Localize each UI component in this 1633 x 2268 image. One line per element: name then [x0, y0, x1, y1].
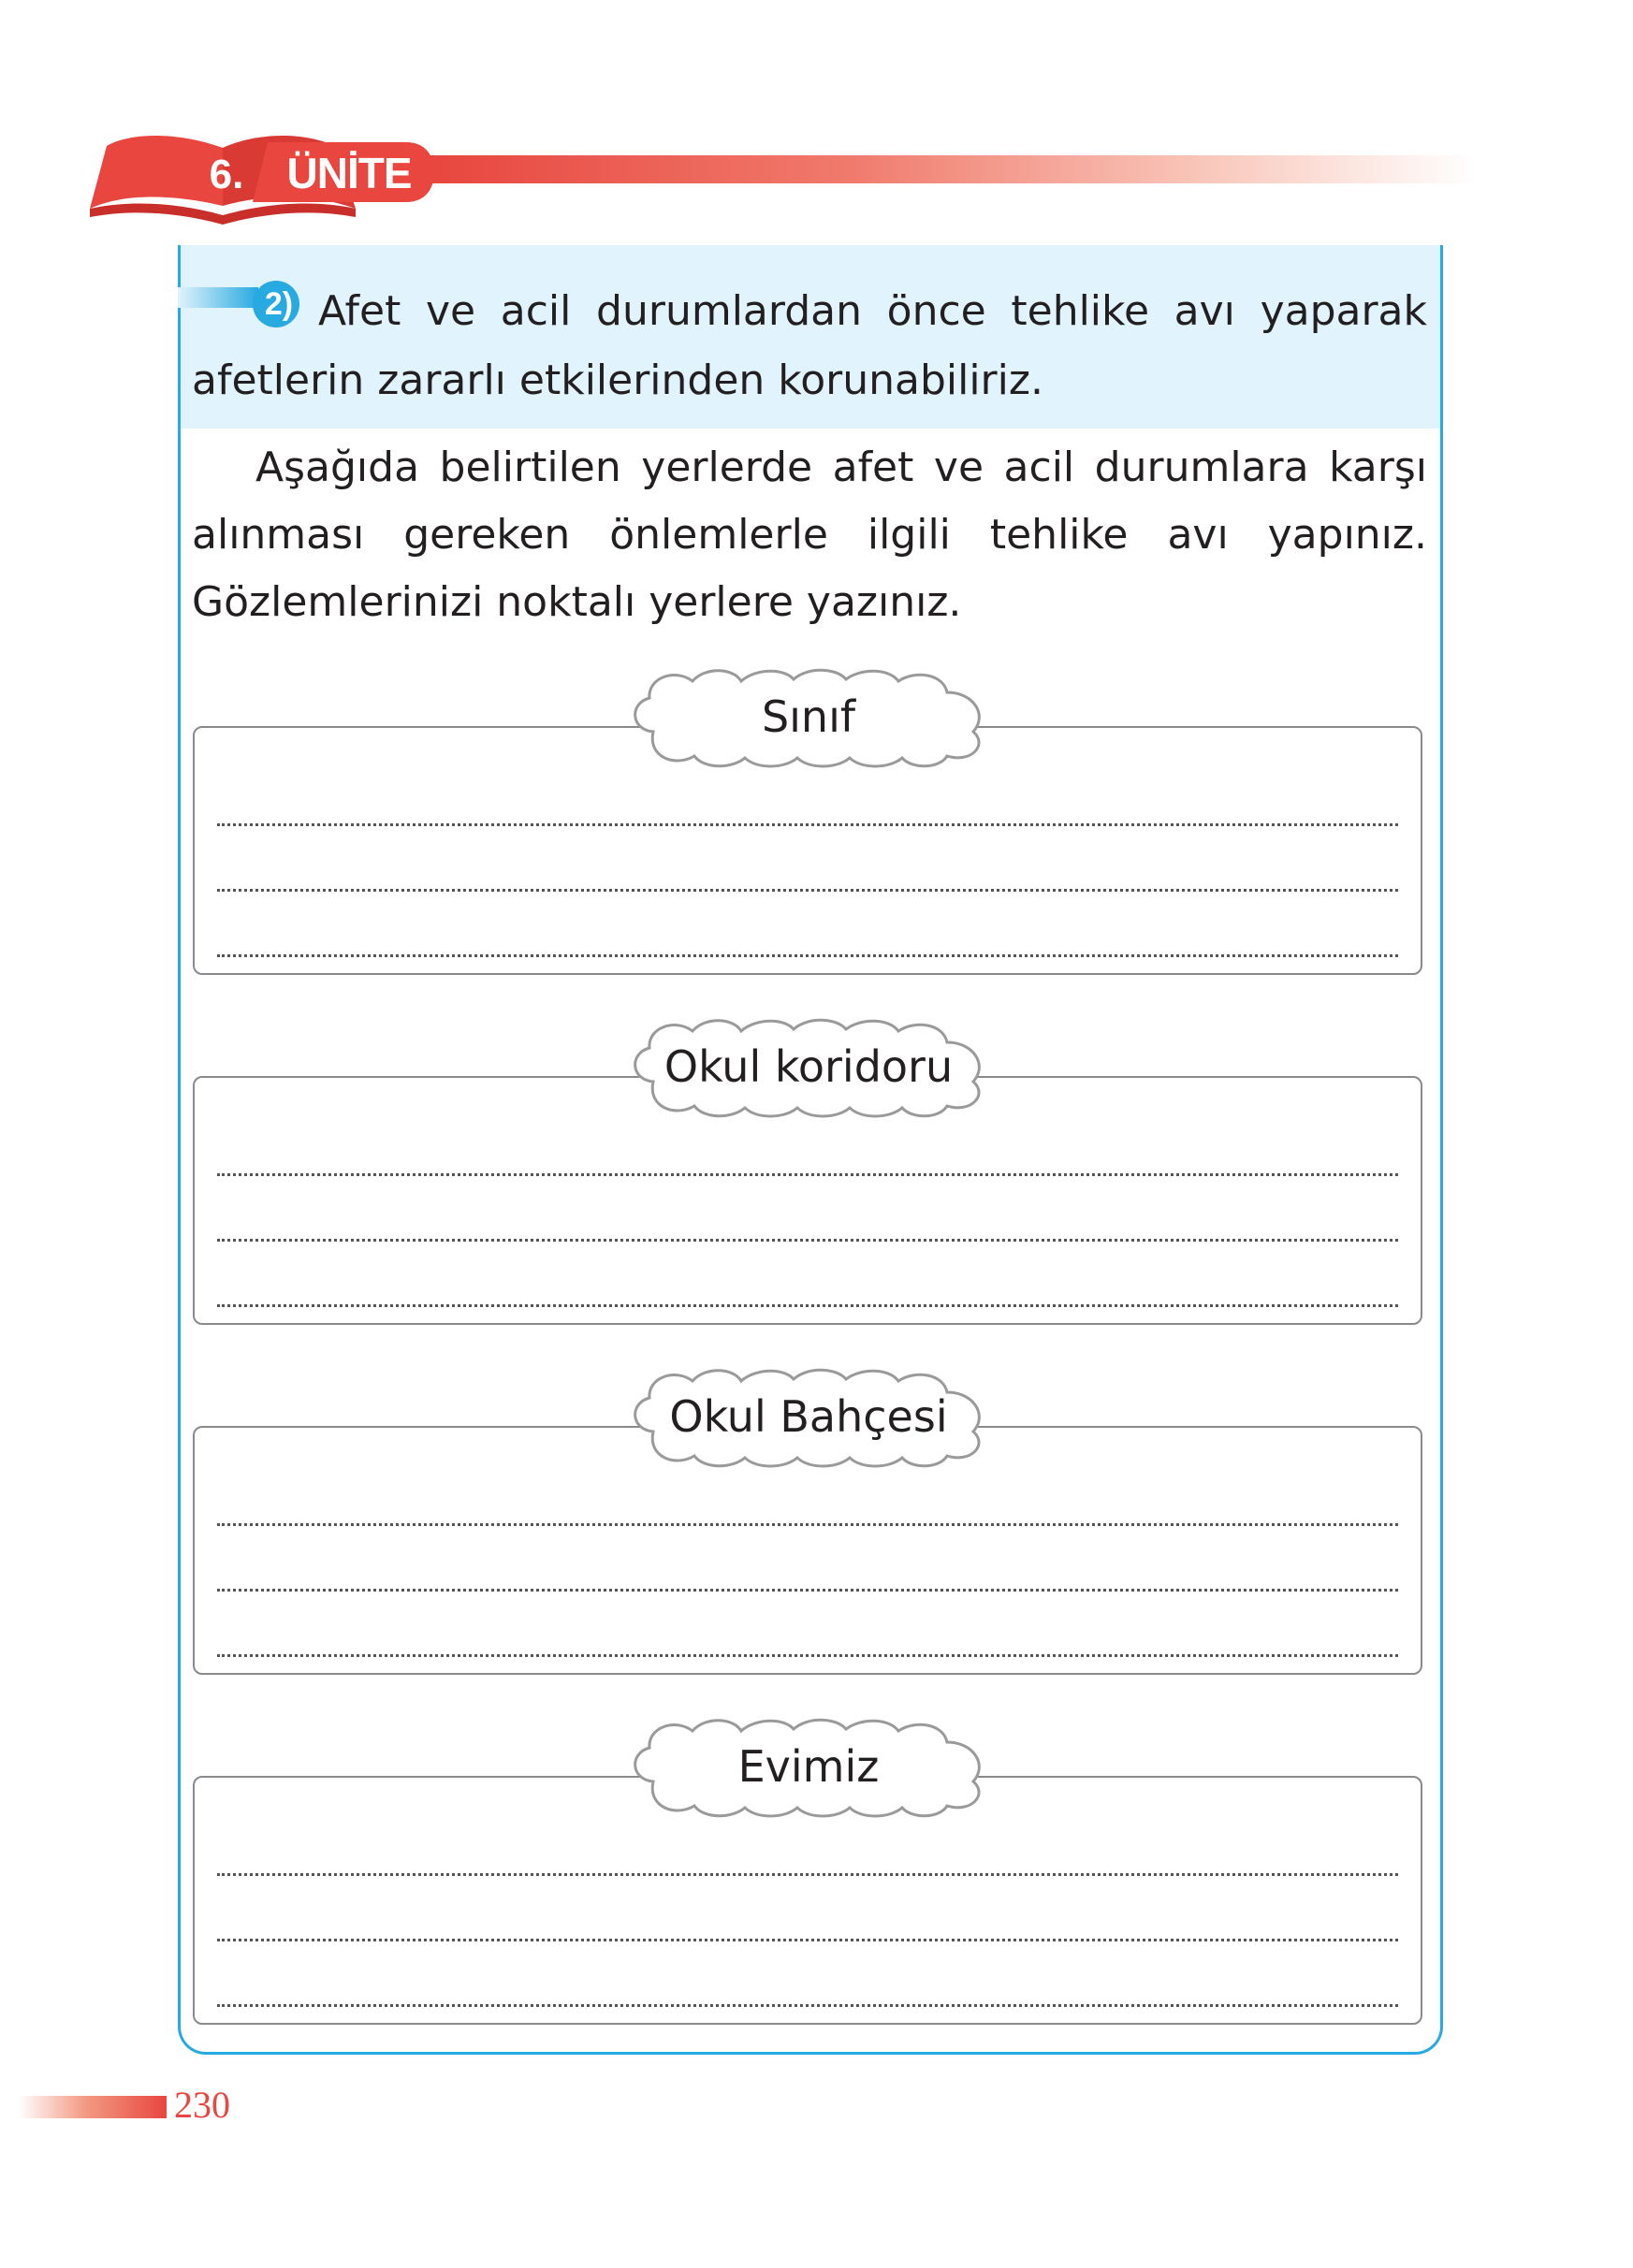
section-label: Evimiz [737, 1741, 880, 1792]
dotted-write-line[interactable] [217, 1654, 1398, 1657]
footer-gradient-bar [19, 2096, 167, 2118]
unit-header [82, 120, 1467, 241]
dotted-write-line[interactable] [217, 1239, 1398, 1242]
header-gradient-bar [429, 155, 1477, 183]
dotted-write-line[interactable] [217, 1873, 1398, 1876]
section-label: Sınıf [761, 691, 856, 742]
page-number: 230 [174, 2084, 230, 2126]
unit-number: 6. [209, 152, 244, 197]
dotted-write-line[interactable] [217, 1523, 1398, 1526]
dotted-write-line[interactable] [217, 823, 1398, 826]
dotted-write-line[interactable] [217, 954, 1398, 957]
section-label-cloud [625, 1714, 992, 1819]
dotted-write-line[interactable] [217, 889, 1398, 892]
question-statement: Afet ve acil durumlardan önce tehlike avı yaparak afetlerin zararlı etkilerinden korunabiliriz. [192, 287, 1427, 404]
section-label: Okul Bahçesi [669, 1391, 948, 1442]
dotted-write-line[interactable] [217, 1173, 1398, 1176]
unit-label: ÜNİTE [286, 149, 412, 197]
section-label-cloud [625, 664, 992, 769]
question-number: 2) [264, 286, 294, 322]
question-instruction: Aşağıda belirtilen yerlerde afet ve acil durumlara karşı alınması gereken önlemlerle ilgili tehlike avı yapınız. Gözlemlerinizi noktalı yerlere yazınız. [192, 443, 1427, 626]
dotted-write-line[interactable] [217, 1939, 1398, 1941]
dotted-write-line[interactable] [217, 1304, 1398, 1307]
dotted-write-line[interactable] [217, 1589, 1398, 1592]
section-label: Okul koridoru [663, 1041, 954, 1092]
dotted-write-line[interactable] [217, 2004, 1398, 2007]
section-label-cloud [625, 1014, 992, 1119]
section-label-cloud [625, 1364, 992, 1469]
